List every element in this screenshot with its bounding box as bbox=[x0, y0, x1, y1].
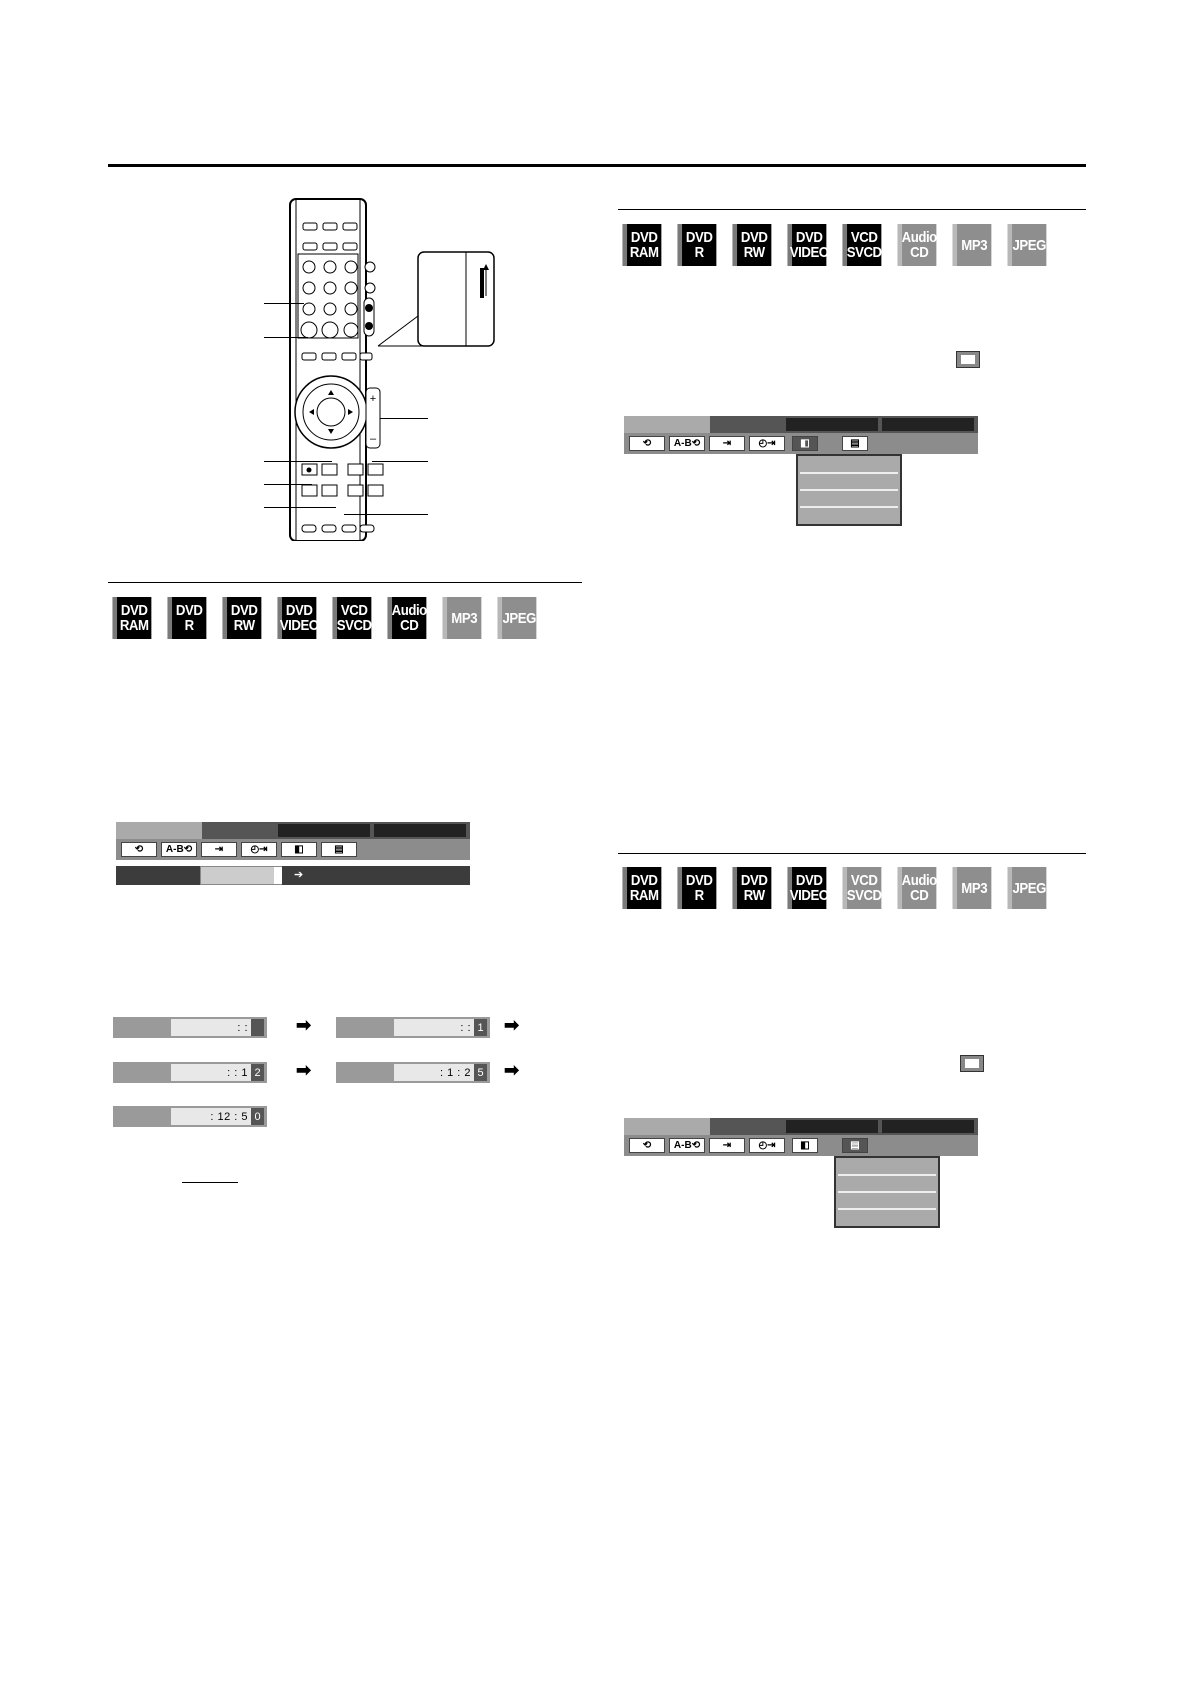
callout-line bbox=[372, 461, 428, 462]
arrow-right-icon: ➔ bbox=[294, 869, 304, 881]
badge-dvd-rw: DVD RW bbox=[223, 597, 262, 639]
time-entry-step-2: : : 1 bbox=[336, 1017, 490, 1038]
osd-icon-row bbox=[116, 839, 470, 860]
callout-line bbox=[264, 484, 312, 485]
time-search-icon[interactable]: ◴⇥ bbox=[241, 842, 277, 857]
badge-dvd-rw: DVD RW bbox=[733, 224, 772, 266]
badge-dvd-r: DVD R bbox=[678, 867, 717, 909]
badge-dvd-ram: DVD RAM bbox=[113, 597, 152, 639]
badge-dvd-r: DVD R bbox=[678, 224, 717, 266]
badge-vcd-svcd: VCD SVCD bbox=[843, 224, 882, 266]
osd-status-bar bbox=[624, 1118, 978, 1135]
osd-status-bar bbox=[116, 822, 470, 839]
skip-icon[interactable]: ⇥ bbox=[201, 842, 237, 857]
angle-dropdown[interactable] bbox=[796, 454, 902, 526]
arrow-right-icon: ➡ bbox=[504, 1015, 520, 1035]
time-entry-step-5: : 12 : 5 0 bbox=[113, 1106, 267, 1127]
osd-status-bar bbox=[624, 416, 978, 433]
svg-text:–: – bbox=[369, 433, 377, 445]
callout-line bbox=[344, 514, 428, 515]
badge-audio-cd: Audio CD bbox=[388, 597, 427, 639]
angle-icon[interactable]: ◧ bbox=[792, 1138, 818, 1153]
angle-icon bbox=[956, 351, 980, 368]
subtitle-icon[interactable]: ▤ bbox=[842, 436, 868, 451]
ab-repeat-icon[interactable]: A-B⟲ bbox=[669, 436, 705, 451]
badge-jpeg: JPEG bbox=[1008, 224, 1047, 266]
callout-line bbox=[264, 303, 304, 304]
badge-dvd-r: DVD R bbox=[168, 597, 207, 639]
badge-mp3: MP3 bbox=[443, 597, 482, 639]
badge-dvd-video: DVD VIDEO bbox=[278, 597, 317, 639]
angle-icon[interactable]: ◧ bbox=[792, 436, 818, 451]
badge-audio-cd: Audio CD bbox=[898, 224, 937, 266]
svg-text:+: + bbox=[369, 393, 377, 405]
repeat-icon[interactable]: ⟲ bbox=[629, 436, 665, 451]
disc-badges-left bbox=[110, 597, 539, 639]
skip-icon[interactable]: ⇥ bbox=[709, 436, 745, 451]
time-entry-step-1: : : bbox=[113, 1017, 267, 1038]
ab-repeat-icon[interactable]: A-B⟲ bbox=[161, 842, 197, 857]
subtitle-icon bbox=[960, 1055, 984, 1072]
section-rule bbox=[618, 853, 1086, 854]
badge-mp3: MP3 bbox=[953, 224, 992, 266]
time-search-icon[interactable]: ◴⇥ bbox=[749, 1138, 785, 1153]
remote-control-illustration bbox=[258, 196, 498, 541]
badge-vcd-svcd: VCD SVCD bbox=[843, 867, 882, 909]
subtitle-dropdown[interactable] bbox=[834, 1156, 940, 1228]
time-entry-step-3: : : 1 2 bbox=[113, 1062, 267, 1083]
underline-mark bbox=[182, 1182, 238, 1183]
badge-audio-cd: Audio CD bbox=[898, 867, 937, 909]
subtitle-icon[interactable]: ▤ bbox=[842, 1138, 868, 1153]
osd-icon-row bbox=[624, 1135, 978, 1156]
section-rule bbox=[618, 209, 1086, 210]
badge-jpeg: JPEG bbox=[498, 597, 537, 639]
badge-dvd-ram: DVD RAM bbox=[623, 867, 662, 909]
arrow-right-icon: ➡ bbox=[296, 1015, 312, 1035]
badge-vcd-svcd: VCD SVCD bbox=[333, 597, 372, 639]
callout-line bbox=[264, 507, 336, 508]
badge-dvd-ram: DVD RAM bbox=[623, 224, 662, 266]
time-entry-step-4: : 1 : 2 5 bbox=[336, 1062, 490, 1083]
osd-input-row bbox=[116, 866, 470, 885]
badge-jpeg: JPEG bbox=[1008, 867, 1047, 909]
badge-dvd-video: DVD VIDEO bbox=[788, 224, 827, 266]
repeat-icon[interactable]: ⟲ bbox=[629, 1138, 665, 1153]
disc-badges-right-bottom bbox=[620, 867, 1049, 909]
disc-badges-right-top bbox=[620, 224, 1049, 266]
callout-line bbox=[380, 418, 428, 419]
header-rule bbox=[108, 164, 1086, 167]
osd-icon-row bbox=[624, 433, 978, 454]
arrow-right-icon: ➡ bbox=[504, 1060, 520, 1080]
badge-mp3: MP3 bbox=[953, 867, 992, 909]
subtitle-icon[interactable]: ▤ bbox=[321, 842, 357, 857]
section-rule bbox=[108, 582, 582, 583]
badge-dvd-video: DVD VIDEO bbox=[788, 867, 827, 909]
callout-line bbox=[264, 461, 332, 462]
skip-icon[interactable]: ⇥ bbox=[709, 1138, 745, 1153]
time-search-icon[interactable]: ◴⇥ bbox=[749, 436, 785, 451]
ab-repeat-icon[interactable]: A-B⟲ bbox=[669, 1138, 705, 1153]
angle-icon[interactable]: ◧ bbox=[281, 842, 317, 857]
repeat-icon[interactable]: ⟲ bbox=[121, 842, 157, 857]
arrow-right-icon: ➡ bbox=[296, 1060, 312, 1080]
callout-line bbox=[264, 337, 308, 338]
badge-dvd-rw: DVD RW bbox=[733, 867, 772, 909]
time-input-field[interactable] bbox=[200, 866, 282, 885]
